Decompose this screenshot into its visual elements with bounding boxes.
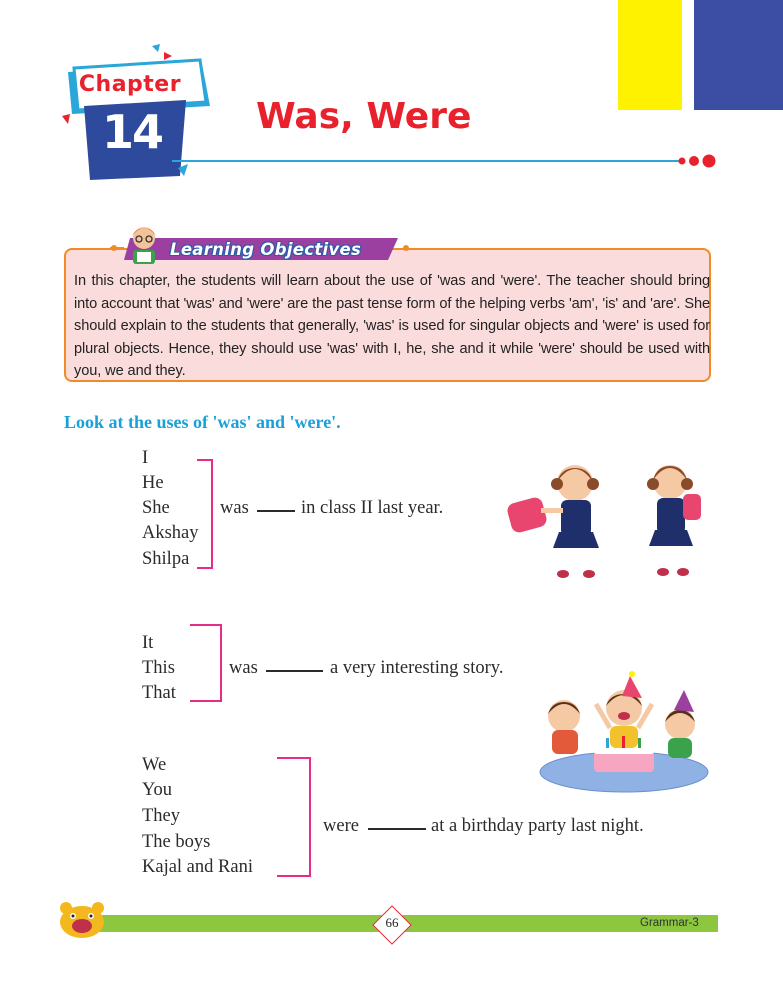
subject-word: Shilpa bbox=[142, 549, 190, 569]
objectives-label: Learning Objectives bbox=[170, 240, 362, 259]
sentence-rest: in class II last year. bbox=[301, 498, 444, 518]
bracket bbox=[190, 624, 222, 702]
subject-word: They bbox=[142, 806, 181, 826]
dash-line bbox=[266, 670, 323, 672]
verb-word: were bbox=[323, 816, 359, 836]
subject-word: The boys bbox=[142, 832, 211, 852]
chapter-label: Chapter bbox=[78, 72, 182, 97]
objectives-text: In this chapter, the students will learn about the use of 'was and 'were'. The teacher should bring into account that 'was' and 'were' are the past tense form of the helping verbs 'am', 'is' and 'are'. She should explain to the students that generally, 'was' is used for singular objects and 'were' is used for plural objects. Hence, they should use 'was' with I, he, she and it while 'were' should be used with you, we and they. bbox=[74, 273, 710, 379]
verb-word: was bbox=[220, 498, 249, 518]
mascot-icon bbox=[56, 896, 108, 940]
top-yellow-block bbox=[618, 0, 682, 110]
subject-word: This bbox=[142, 658, 175, 678]
subject-word: Kajal and Rani bbox=[142, 857, 253, 877]
sentence-rest: at a birthday party last night. bbox=[431, 816, 644, 836]
sentence-rest: a very interesting story. bbox=[330, 658, 504, 678]
subject-word: He bbox=[142, 473, 164, 493]
chapter-number: 14 bbox=[101, 105, 162, 159]
subject-word: That bbox=[142, 683, 176, 703]
page-number: 66 bbox=[385, 915, 399, 930]
section-heading: Look at the uses of 'was' and 'were'. bbox=[64, 412, 341, 432]
subject-word: Akshay bbox=[142, 523, 199, 543]
subject-word: We bbox=[142, 755, 167, 775]
title-dots-icon bbox=[676, 153, 720, 169]
schoolgirls-illustration bbox=[505, 458, 720, 580]
bracket bbox=[197, 459, 213, 569]
page-title: Was, Were bbox=[256, 96, 472, 137]
top-blue-block bbox=[694, 0, 783, 110]
subject-word: I bbox=[142, 448, 149, 468]
subject-word: You bbox=[142, 780, 173, 800]
subject-word: She bbox=[142, 498, 170, 518]
subject-word: It bbox=[142, 633, 154, 653]
birthday-kids-illustration bbox=[538, 668, 710, 794]
title-underline bbox=[172, 160, 682, 162]
verb-word: was bbox=[229, 658, 258, 678]
teacher-icon bbox=[122, 222, 166, 266]
dash-line bbox=[257, 510, 295, 512]
dash-line bbox=[368, 828, 426, 830]
book-title: Grammar-3 bbox=[640, 917, 699, 929]
bracket bbox=[277, 757, 311, 877]
